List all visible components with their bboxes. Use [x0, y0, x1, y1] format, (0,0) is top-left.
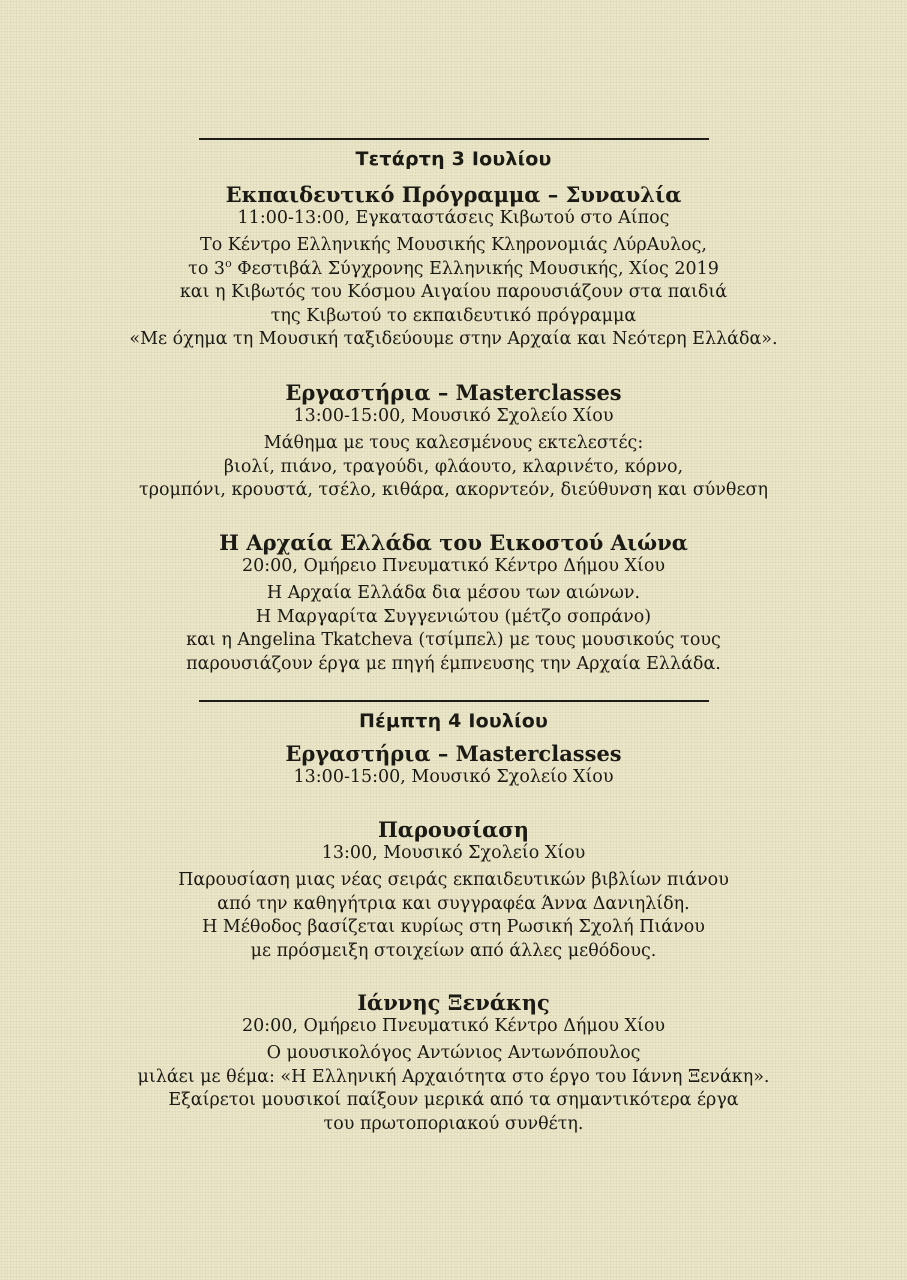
event-block [0, 990, 907, 1136]
description-line: μιλάει με θέμα: «Η Ελληνική Αρχαιότητα στο έργο του Ιάννη Ξενάκη». [137, 1066, 770, 1087]
description-line: και η Angelina Tkatcheva (τσίμπελ) με τους μουσικούς τους [186, 630, 721, 651]
divider-rule [199, 138, 709, 140]
event-block [0, 380, 907, 503]
description-line: της Κιβωτού το εκπαιδευτικό πρόγραμμα [270, 305, 637, 326]
event-block [0, 182, 907, 352]
description-line: παρουσιάζουν έργα με πηγή έμπνευσης την Αρχαία Ελλάδα. [186, 653, 721, 674]
description-line: τρομπόνι, κρουστά, τσέλο, κιθάρα, ακορντεόν, διεύθυνση και σύνθεση [139, 480, 768, 501]
description-line: το $3^o$ Φεστιβάλ Σύγχρονης Ελληνικής Μουσικής, Χίος 2019 [188, 256, 719, 279]
description-line: Η Μέθοδος βασίζεται κυρίως στη Ρωσική Σχολή Πιάνου [202, 917, 705, 938]
description-line: και η Κιβωτός του Κόσμου Αιγαίου παρουσιάζουν στα παιδιά [179, 282, 728, 303]
event-description [0, 869, 907, 963]
description-line: Παρουσίαση μιας νέας σειράς εκπαιδευτικών βιβλίων πιάνου [178, 870, 729, 890]
description-line: βιολί, πιάνο, τραγούδι, φλάουτο, κλαρινέτο, κόρνο, [223, 456, 684, 477]
event-block [0, 817, 907, 963]
description-line: Η Μαργαρίτα Συγγενιώτου (μέτζο σοπράνο) [255, 606, 652, 627]
event-title: Εργαστήρια – Masterclasses [285, 741, 622, 766]
event-title: Παρουσίαση [377, 817, 530, 842]
event-title: Η Αρχαία Ελλάδα του Εικοστού Αιώνα [219, 530, 688, 555]
day-heading: Τετάρτη 3 Ιουλίου [355, 148, 552, 170]
description-line: του πρωτοποριακού συνθέτη. [323, 1113, 584, 1134]
event-time-venue: 20:00, Ομήρειο Πνευματικό Κέντρο Δήμου Χίου [241, 556, 666, 576]
event-block [0, 741, 907, 788]
event-description [0, 1042, 907, 1136]
event-time-venue: 13:00, Μουσικό Σχολείο Χίου [321, 843, 586, 863]
description-line: Μάθημα με τους καλεσμένους εκτελεστές: [263, 433, 644, 453]
description-line: από την καθηγήτρια και συγγραφέα Άννα Δανιηλίδη. [217, 893, 690, 914]
event-time-venue: 11:00-13:00, Εγκαταστάσεις Κιβωτού στο Αίπος [237, 208, 670, 228]
day-heading: Πέμπτη 4 Ιουλίου [358, 710, 549, 732]
event-description [0, 582, 907, 676]
event-time-venue: 13:00-15:00, Μουσικό Σχολείο Χίου [293, 767, 614, 787]
description-line: Ο μουσικολόγος Αντώνιος Αντωνόπουλος [266, 1043, 641, 1063]
event-title: Εκπαιδευτικό Πρόγραμμα – Συναυλία [225, 182, 682, 207]
event-time-venue: 20:00, Ομήρειο Πνευματικό Κέντρο Δήμου Χίου [241, 1016, 666, 1036]
event-description [0, 432, 907, 503]
event-block [0, 530, 907, 676]
divider-rule [199, 700, 709, 702]
description-line: με πρόσμειξη στοιχείων από άλλες μεθόδους. [250, 940, 657, 961]
event-title: Εργαστήρια – Masterclasses [285, 380, 622, 405]
event-title: Ιάννης Ξενάκης [357, 990, 550, 1015]
description-line: «Με όχημα τη Μουσική ταξιδεύουμε στην Αρχαία και Νεότερη Ελλάδα». [129, 329, 778, 350]
description-line: Εξαίρετοι μουσικοί παίξουν μερικά από τα σημαντικότερα έργα [168, 1090, 739, 1111]
description-line: Το Κέντρο Ελληνικής Μουσικής Κληρονομιάς ΛύρΑυλος, [200, 235, 707, 255]
event-time-venue: 13:00-15:00, Μουσικό Σχολείο Χίου [293, 406, 614, 426]
description-line: Η Αρχαία Ελλάδα δια μέσου των αιώνων. [266, 583, 641, 603]
event-description [0, 234, 907, 352]
